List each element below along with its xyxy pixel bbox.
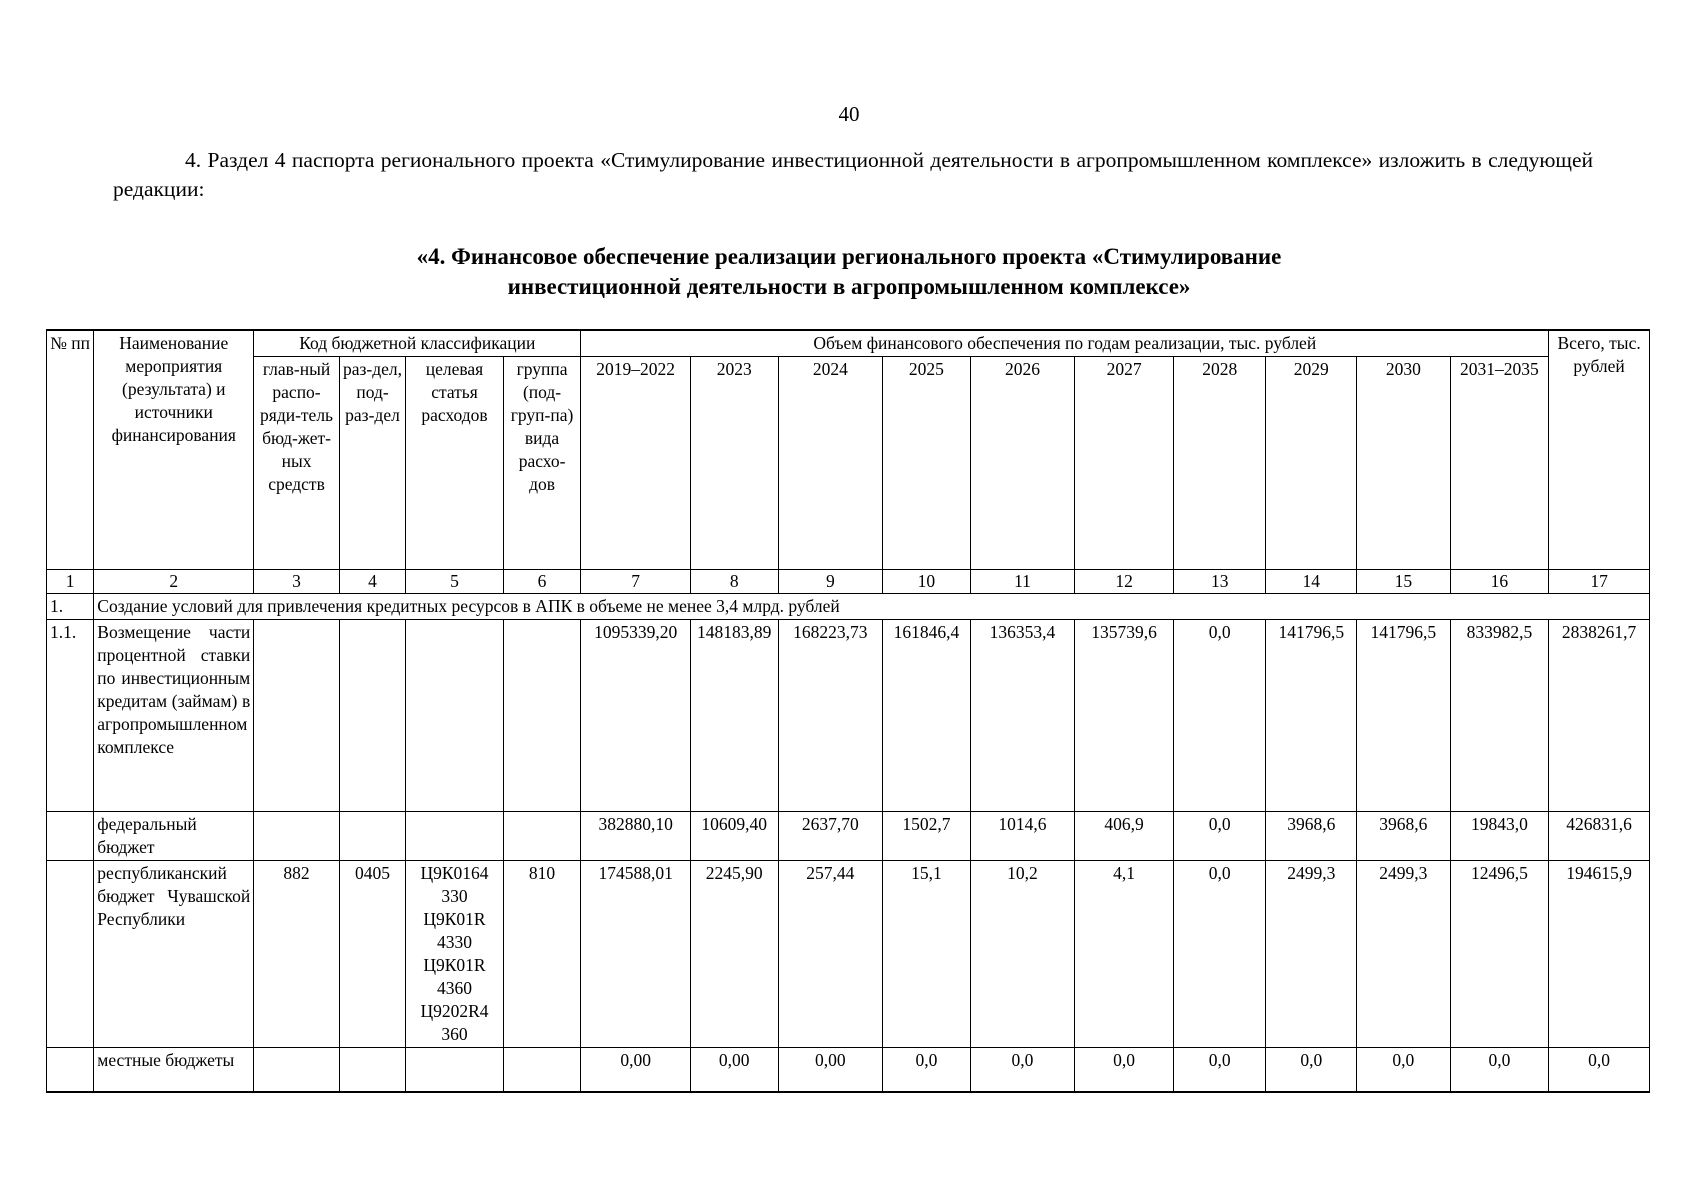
column-number: 12	[1075, 570, 1174, 594]
column-number: 8	[690, 570, 778, 594]
row-year-value: 0,00	[690, 1048, 778, 1092]
column-number: 15	[1357, 570, 1451, 594]
row-name: федеральный бюджет	[94, 812, 254, 861]
column-number: 1	[47, 570, 94, 594]
row-target-article	[406, 1048, 504, 1092]
row-year-value: 0,00	[778, 1048, 883, 1092]
row-grbs	[254, 620, 340, 812]
table-row	[47, 1048, 1650, 1092]
row-year-value: 168223,73	[778, 620, 883, 812]
row-total: 426831,6	[1549, 812, 1650, 861]
row-year-value: 0,0	[1173, 620, 1266, 812]
row-year-value: 0,0	[1266, 1048, 1357, 1092]
row-year-value: 2637,70	[778, 812, 883, 861]
header-grbs: глав-ный распо-ряди-тель бюд-жет-ных средств	[254, 357, 340, 570]
section-title-line-2: инвестиционной деятельности в агропромышленном комплексе»	[507, 274, 1191, 299]
row-year-value: 141796,5	[1357, 620, 1451, 812]
header-num: № пп	[47, 330, 94, 570]
row-year-value: 0,0	[1173, 812, 1266, 861]
column-numbers-row	[47, 570, 1650, 594]
row-year-value: 833982,5	[1450, 620, 1549, 812]
column-number: 9	[778, 570, 883, 594]
row-year-value: 406,9	[1075, 812, 1174, 861]
row-name: местные бюджеты	[94, 1048, 254, 1092]
row-year-value: 135739,6	[1075, 620, 1174, 812]
header-year: 2026	[970, 357, 1075, 570]
row-year-value: 174588,01	[581, 861, 691, 1048]
row-year-value: 10,2	[970, 861, 1075, 1048]
row-year-value: 257,44	[778, 861, 883, 1048]
column-number: 13	[1173, 570, 1266, 594]
row-razdel	[339, 812, 405, 861]
header-year: 2028	[1173, 357, 1266, 570]
section-title	[0, 242, 1698, 302]
table-row	[47, 620, 1650, 812]
row-year-value: 0,0	[1173, 861, 1266, 1048]
row-year-value: 0,0	[970, 1048, 1075, 1092]
row-year-value: 141796,5	[1266, 620, 1357, 812]
section-text: Создание условий для привлечения кредитных ресурсов в АПК в объеме не менее 3,4 млрд. рублей	[94, 594, 1650, 620]
column-number: 2	[94, 570, 254, 594]
row-year-value: 0,00	[581, 1048, 691, 1092]
target-article-code: Ц9К01R 4330	[423, 909, 486, 952]
row-num	[47, 1048, 94, 1092]
header-year: 2027	[1075, 357, 1174, 570]
row-grbs: 882	[254, 861, 340, 1048]
row-year-value: 0,0	[1173, 1048, 1266, 1092]
row-year-value: 0,0	[1357, 1048, 1451, 1092]
section-row	[47, 594, 1650, 620]
row-year-value: 15,1	[883, 861, 971, 1048]
row-year-value: 1095339,20	[581, 620, 691, 812]
row-year-value: 382880,10	[581, 812, 691, 861]
row-year-value: 12496,5	[1450, 861, 1549, 1048]
row-expense-group	[503, 812, 581, 861]
row-year-value: 19843,0	[1450, 812, 1549, 861]
row-total: 0,0	[1549, 1048, 1650, 1092]
row-grbs	[254, 812, 340, 861]
row-year-value: 10609,40	[690, 812, 778, 861]
row-year-value: 3968,6	[1266, 812, 1357, 861]
header-year: 2030	[1357, 357, 1451, 570]
row-year-value: 136353,4	[970, 620, 1075, 812]
target-article-code: Ц9К0164 330	[420, 863, 489, 906]
header-kbk: Код бюджетной классификации	[254, 330, 581, 357]
row-year-value: 0,0	[1450, 1048, 1549, 1092]
column-number: 5	[406, 570, 504, 594]
financing-table	[46, 329, 1650, 1093]
row-year-value: 148183,89	[690, 620, 778, 812]
column-number: 17	[1549, 570, 1650, 594]
header-year: 2019–2022	[581, 357, 691, 570]
page-number: 40	[838, 102, 860, 126]
row-year-value: 2499,3	[1266, 861, 1357, 1048]
row-total: 2838261,7	[1549, 620, 1650, 812]
row-expense-group	[503, 620, 581, 812]
column-number: 4	[339, 570, 405, 594]
row-razdel	[339, 1048, 405, 1092]
target-article-code: Ц9К01R 4360	[423, 955, 486, 998]
section-title-line-1: «4. Финансовое обеспечение реализации регионального проекта «Стимулирование	[416, 244, 1282, 269]
header-year: 2023	[690, 357, 778, 570]
row-year-value: 1014,6	[970, 812, 1075, 861]
row-year-value: 0,0	[883, 1048, 971, 1092]
row-year-value: 1502,7	[883, 812, 971, 861]
header-year: 2031–2035	[1450, 357, 1549, 570]
header-total: Всего, тыс. рублей	[1549, 330, 1650, 570]
row-razdel: 0405	[339, 861, 405, 1048]
row-year-value: 161846,4	[883, 620, 971, 812]
row-name: республиканский бюджет Чувашской Республики	[94, 861, 254, 1048]
row-target-article	[406, 812, 504, 861]
row-expense-group: 810	[503, 861, 581, 1048]
header-razdel: раз-дел, под-раз-дел	[339, 357, 405, 570]
row-num	[47, 812, 94, 861]
header-year: 2024	[778, 357, 883, 570]
column-number: 11	[970, 570, 1075, 594]
header-expense-group: группа (под-груп-па) вида расхо-дов	[503, 357, 581, 570]
row-grbs	[254, 1048, 340, 1092]
column-number: 3	[254, 570, 340, 594]
header-name: Наименование мероприятия (результата) и источники финансирования	[94, 330, 254, 570]
intro-paragraph: 4. Раздел 4 паспорта регионального проекта «Стимулирование инвестиционной деятельности в агропромышленном комплексе» изложить в следующей редакции:	[113, 148, 1593, 201]
table-row	[47, 812, 1650, 861]
row-year-value: 3968,6	[1357, 812, 1451, 861]
header-year: 2025	[883, 357, 971, 570]
row-year-value: 4,1	[1075, 861, 1174, 1048]
table-row	[47, 861, 1650, 1048]
table-body	[47, 620, 1650, 1092]
header-target-article: целевая статья расходов	[406, 357, 504, 570]
row-expense-group	[503, 1048, 581, 1092]
section-num: 1.	[47, 594, 94, 620]
column-number: 14	[1266, 570, 1357, 594]
row-num	[47, 861, 94, 1048]
row-year-value: 2499,3	[1357, 861, 1451, 1048]
column-number: 10	[883, 570, 971, 594]
row-target-article	[406, 620, 504, 812]
row-name: Возмещение части процентной ставки по инвестиционным кредитам (займам) в агропромышленном комплексе	[94, 620, 254, 812]
target-article-code: Ц9202R4 360	[420, 1001, 489, 1044]
table-header	[47, 330, 1650, 620]
column-number: 7	[581, 570, 691, 594]
row-year-value: 2245,90	[690, 861, 778, 1048]
row-total: 194615,9	[1549, 861, 1650, 1048]
column-number: 16	[1450, 570, 1549, 594]
column-number: 6	[503, 570, 581, 594]
row-num: 1.1.	[47, 620, 94, 812]
row-target-article	[406, 861, 504, 1048]
header-year: 2029	[1266, 357, 1357, 570]
row-razdel	[339, 620, 405, 812]
row-year-value: 0,0	[1075, 1048, 1174, 1092]
header-volume: Объем финансового обеспечения по годам реализации, тыс. рублей	[581, 330, 1549, 357]
